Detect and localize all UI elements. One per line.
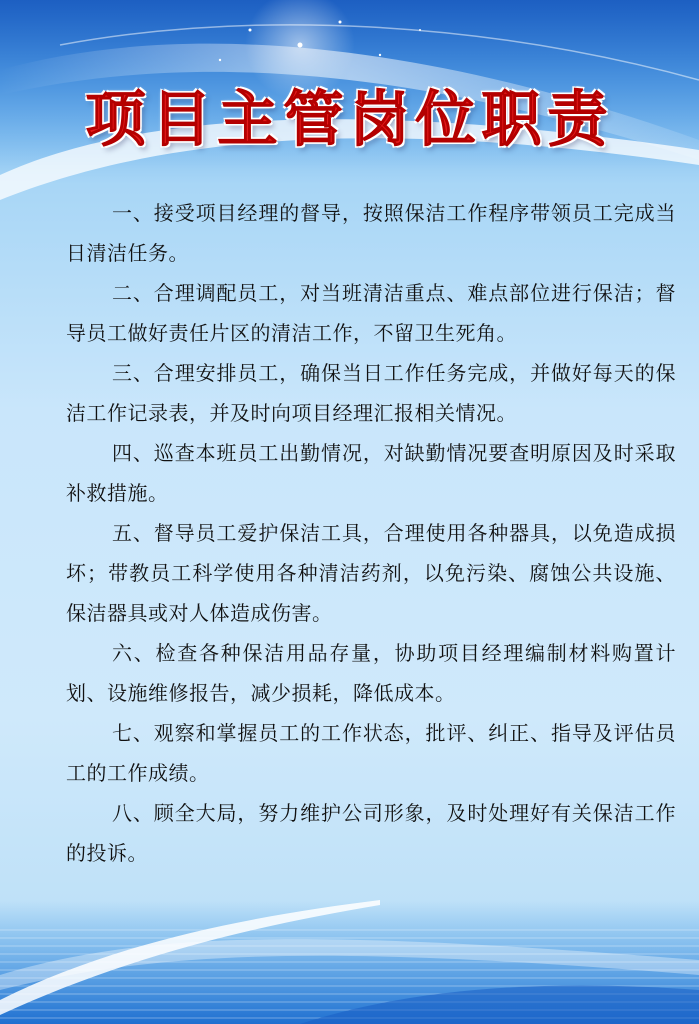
duty-item: 七、观察和掌握员工的工作状态，批评、纠正、指导及评估员工的工作成绩。 (66, 721, 676, 785)
sparkle (249, 29, 252, 32)
sparkle (219, 59, 221, 61)
duties-list (66, 193, 676, 873)
duty-item: 八、顾全大局，努力维护公司形象，及时处理好有关保洁工作的投诉。 (66, 801, 676, 865)
duty-item: 四、巡查本班员工出勤情况，对缺勤情况要查明原因及时采取补救措施。 (66, 441, 676, 505)
page-title: 项目主管岗位职责 (85, 85, 614, 155)
sparkle (298, 43, 303, 48)
duty-item: 一、接受项目经理的督导，按照保洁工作程序带领员工完成当日清洁任务。 (66, 201, 676, 265)
duty-item: 三、合理安排员工，确保当日工作任务完成，并做好每天的保洁工作记录表，并及时向项目经理汇报相关情况。 (66, 361, 676, 425)
sparkle (339, 21, 342, 24)
sparkle (419, 29, 421, 31)
duty-item: 五、督导员工爱护保洁工具，合理使用各种器具，以免造成损坏；带教员工科学使用各种清洁药剂，以免污染、腐蚀公共设施、保洁器具或对人体造成伤害。 (66, 521, 676, 625)
sparkle (379, 54, 381, 56)
duty-item: 六、检查各种保洁用品存量，协助项目经理编制材料购置计划、设施维修报告，减少损耗，降低成本。 (66, 641, 676, 705)
duty-item: 二、合理调配员工，对当班清洁重点、难点部位进行保洁；督导员工做好责任片区的清洁工作，不留卫生死角。 (66, 281, 676, 345)
